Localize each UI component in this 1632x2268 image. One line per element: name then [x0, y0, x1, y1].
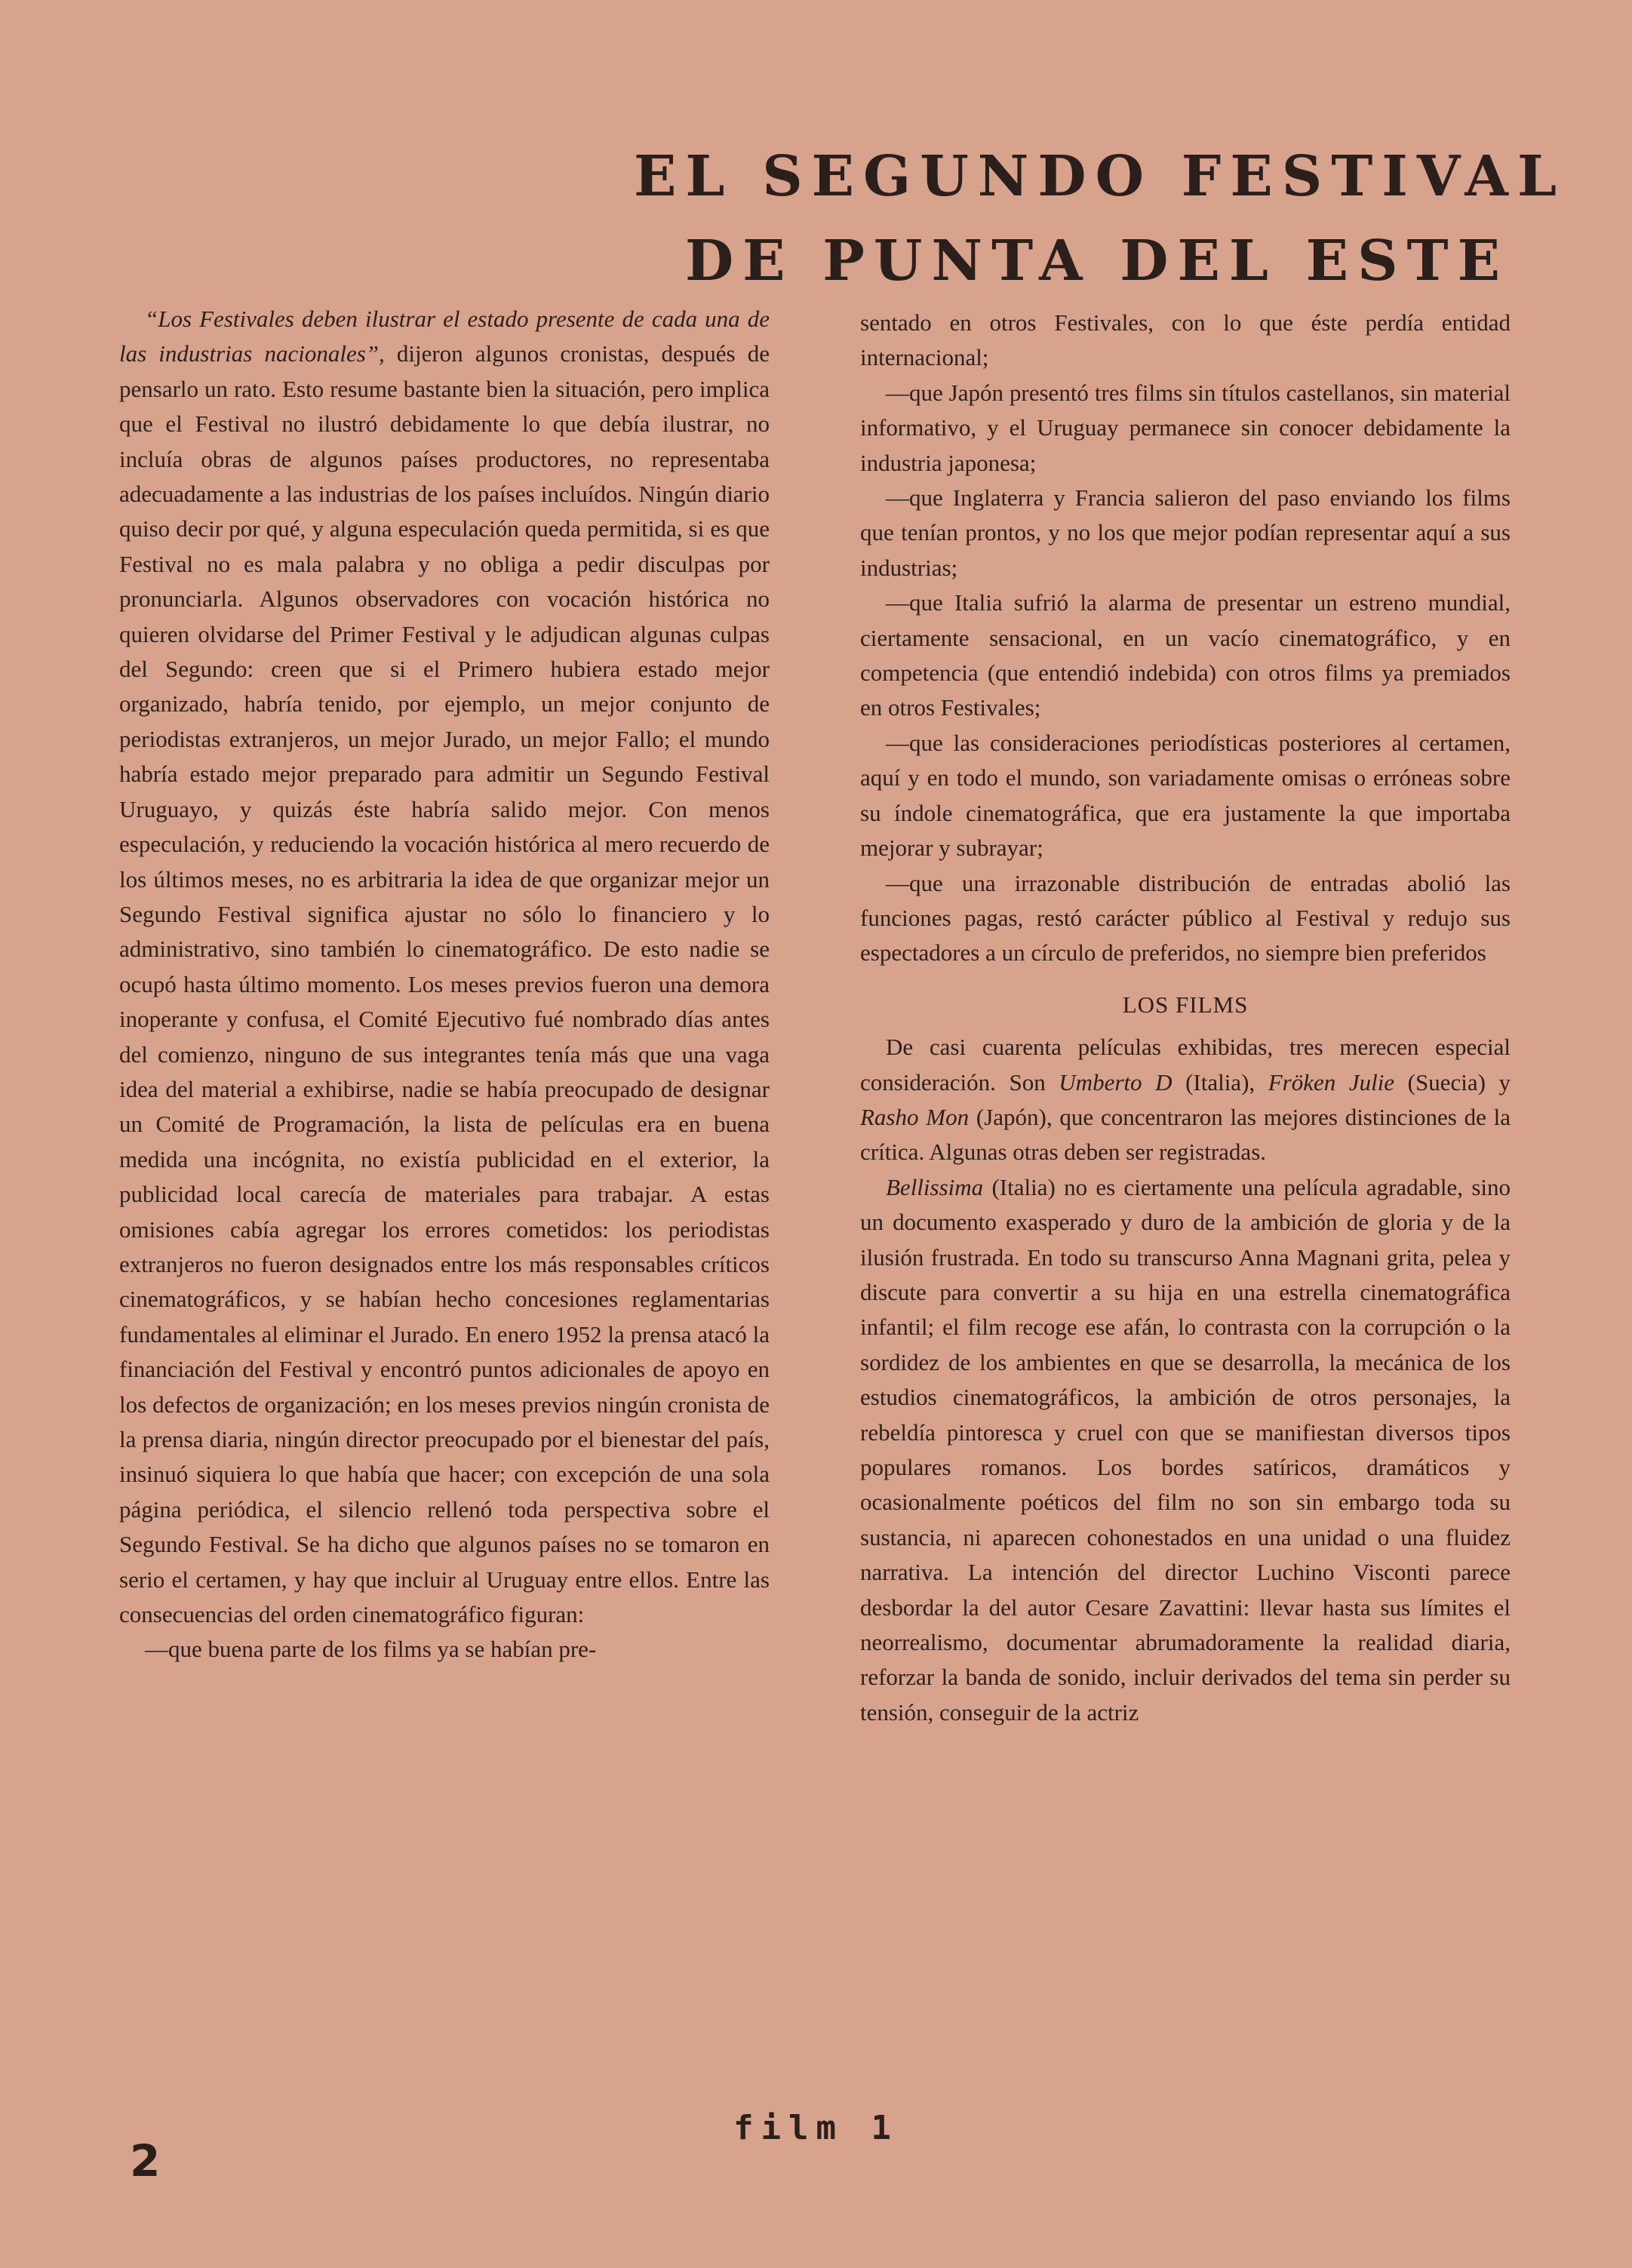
paragraph-text: (Suecia) y	[1394, 1068, 1511, 1096]
paragraph: —que las consideraciones periodísticas posteriores al certamen, aquí y en todo el mundo, son variadamente omisas o erróneas sobre su índole cinematográfica, que era justamente la que importaba mejorar y subrayar;	[860, 729, 1511, 862]
paragraph	[860, 1170, 1511, 1731]
paragraph: —que una irrazonable distribución de entradas abolió las funciones pagas, restó carácter público al Festival y redujo sus espectadores a un círculo de preferidos, no siempre bien preferidos	[860, 869, 1511, 967]
page-number: 2	[130, 2135, 161, 2187]
title-line-2: DE PUNTA DEL ESTE	[684, 228, 1509, 293]
paragraph: —que Japón presentó tres films sin títulos castellanos, sin material informativo, y el Uruguay permanece sin conocer debidamente la industria japonesa;	[860, 379, 1511, 476]
paragraph-text: (Japón), que concentraron las mejores distinciones de la crítica. Algunas otras deben ser registradas.	[860, 1103, 1511, 1166]
film-title: Rasho Mon	[860, 1103, 970, 1130]
article-title	[634, 134, 1566, 303]
film-title: Umberto D	[1059, 1068, 1173, 1096]
opening-quote: “Los Festivales deben ilustrar el estado presente de cada una de las industrias nacionales”,	[119, 306, 770, 367]
left-column	[119, 302, 770, 1667]
magazine-footer-label: film 1	[733, 2109, 899, 2147]
paragraph-text: (Italia),	[1172, 1068, 1268, 1096]
section-heading: LOS FILMS	[1122, 991, 1249, 1018]
title-line-1: EL SEGUNDO FESTIVAL	[634, 143, 1566, 209]
right-column	[860, 306, 1511, 1730]
paragraph: sentado en otros Festivales, con lo que éste perdía entidad internacional;	[860, 309, 1511, 371]
paragraph: —que buena parte de los films ya se habían pre-	[145, 1636, 597, 1663]
film-title: Fröken Julie	[1268, 1068, 1395, 1096]
film-title: Bellissima	[886, 1173, 984, 1200]
paragraph-text: (Italia) no es ciertamente una película agradable, sino un documento exasperado y duro de la ambición de gloria y de la ilusión frustrada. En todo su transcurso Anna Magnani grita, pelea y discute para convertir a su hija en una estrella cinematográfica infantil; el film recoge ese afán, lo contrasta con la corrupción o la sordidez de los ambientes en que se desarrolla, la mecánica de los estudios cinematográficos, la ambición de otros personajes, la rebeldía pintoresca y cruel con que se manifiestan diversos tipos populares romanos. Los bordes satíricos, dramáticos y ocasionalmente poéticos del film no son sin embargo toda su sustancia, ni aparecen cohonestados en una unidad o una fluidez narrativa. La intención del director Luchino Visconti parece desbordar la del autor Cesare Zavattini: llevar hasta sus límites el neorrealismo, documentar abrumadoramente la realidad diaria, reforzar la banda de sonido, incluir derivados del tema sin perder su tensión, conseguir de la actriz	[860, 1173, 1511, 1726]
paragraph: —que Italia sufrió la alarma de presentar un estreno mundial, ciertamente sensacional, en un vacío cinematográfico, y en competencia (que entendió indebida) con otros films ya premiados en otros Festivales;	[860, 589, 1511, 721]
paragraph	[860, 1030, 1511, 1170]
paragraph	[119, 302, 770, 1632]
paragraph-text: dijeron algunos cronistas, después de pensarlo un rato. Esto resume bastante bien la situación, pero implica que el Festival no ilustró debidamente lo que debía ilustrar, no incluía obras de algunos países productores, no representaba adecuadamente a las industrias de los países incluídos. Ningún diario quiso decir por qué, y alguna especulación queda permitida, si es que Festival no es mala palabra y no obliga a pedir disculpas por pronunciarla. Algunos observadores con vocación histórica no quieren olvidarse del Primer Festival y le adjudican algunas culpas del Segundo: creen que si el Primero hubiera estado mejor organizado, habría tenido, por ejemplo, un mejor conjunto de periodistas extranjeros, un mejor Jurado, un mejor Fallo; el mundo habría estado mejor preparado para admitir un Segundo Festival Uruguayo, y quizás éste habría salido mejor. Con menos especulación, y reduciendo la vocación histórica al mero recuerdo de los últimos meses, no es arbitraria la idea de que organizar mejor un Segundo Festival significa ajustar no sólo lo financiero y lo administrativo, sino también lo cinematográfico. De esto nadie se ocupó hasta último momento. Los meses previos fueron una demora inoperante y confusa, el Comité Ejecutivo fué nombrado días antes del comienzo, ninguno de sus integrantes tenía más que una vaga idea del material a exhibirse, nadie se había preocupado de designar un Comité de Programación, la lista de películas era en buena medida una incógnita, no existía publicidad en el exterior, la publicidad local carecía de materiales para trabajar. A estas omisiones cabía agregar los errores cometidos: los periodistas extranjeros no fueron designados entre los más responsables críticos cinematográficos, y se habían hecho concesiones reglamentarias fundamentales al eliminar el Jurado. En enero 1952 la prensa atacó la financiación del Festival y encontró puntos adicionales de apoyo en los defectos de organización; en los meses previos ningún cronista de la prensa diaria, ningún director preocupado por el bienestar del país, insinuó siquiera lo que había que hacer; con excepción de una sola página periódica, el silencio rellenó toda perspectiva sobre el Segundo Festival. Se ha dicho que algunos países no se tomaron en serio el certamen, y hay que incluir al Uruguay entre ellos. Entre las consecuencias del orden cinematográfico figuran:	[119, 340, 770, 1628]
paragraph: —que Inglaterra y Francia salieron del paso enviando los films que tenían prontos, y no los que mejor podían representar aquí a sus industrias;	[860, 484, 1511, 581]
paragraph-text: De casi cuarenta películas exhibidas, tres merecen especial consideración. Son	[860, 1034, 1511, 1096]
